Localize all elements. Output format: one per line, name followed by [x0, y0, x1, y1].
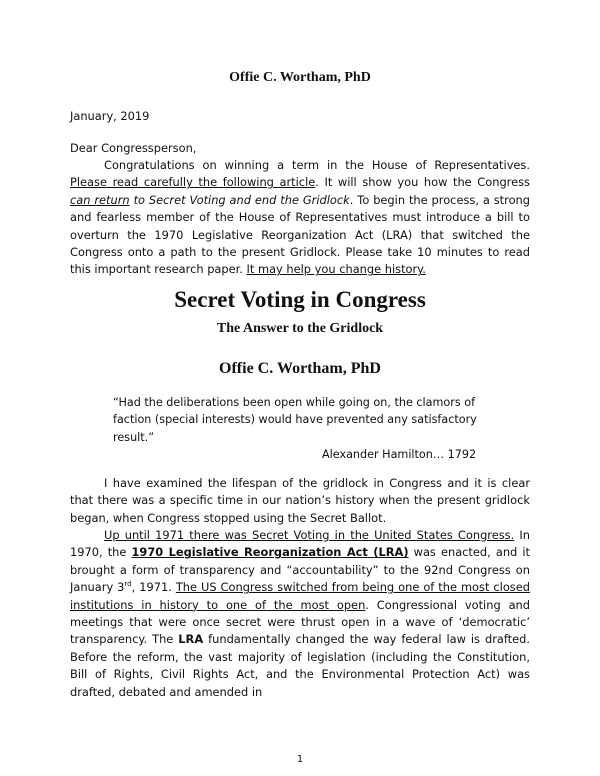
read-article-link: Please read carefully the following article: [70, 175, 316, 190]
letter-author: Offie C. Wortham, PhD: [229, 70, 371, 85]
secret-voting-statement: Up until 1971 there was Secret Voting in the United States Congress.: [104, 528, 515, 542]
article-paragraph-2: [70, 527, 530, 701]
congress-switched-statement: The US Congress switched from being one of the most closed institutions in history to one of the most open: [70, 580, 530, 612]
para2-text-c: , 1971.: [131, 580, 176, 595]
lra-short: LRA: [178, 632, 204, 647]
article-subtitle: The Answer to the Gridlock: [216, 321, 384, 336]
article-author: Offie C. Wortham, PhD: [219, 360, 381, 377]
letter-date: January, 2019: [70, 109, 150, 123]
ordinal-suffix: rd: [124, 580, 132, 589]
intro-text-d: . To begin the process, a strong and fearless member of the House of Representatives must introduce a bill to overturn the 1970 Legislative Reorganization Act (LRA) that switched the Congress onto a path to the present Gridlock. Please take 10 minutes to read this important research paper.: [70, 192, 530, 277]
quote-attribution: Alexander Hamilton… 1792: [322, 448, 477, 461]
article-title: Secret Voting in Congress: [174, 287, 426, 312]
article-paragraph-1: I have examined the lifespan of the gridlock in Congress and it is clear that there was a specific time in our nation’s history when the present gridlock began, when Congress stopped using the Secret Ballot.: [70, 476, 530, 525]
lra-name: 1970 Legislative Reorganization Act (LRA): [131, 545, 409, 560]
intro-text-c: to Secret Voting and end the Gridlock: [129, 192, 350, 207]
can-return-text: can return: [70, 192, 130, 207]
intro-paragraph: [70, 157, 530, 279]
para2-text-a: In 1970, the: [70, 528, 530, 560]
para2-text-e: fundamentally changed the way federal law is drafted. Before the reform, the vast majority of legislation (including the Constitution, Bill of Rights, Civil Rights Act, and the Environmental Protection Act) was drafted, debated and amended in: [70, 632, 530, 699]
change-history-text: It may help you change history.: [246, 262, 426, 277]
hamilton-quote: “Had the deliberations been open while going on, the clamors of faction (special interests) would have prevented any satisfactory result.”: [113, 396, 477, 444]
intro-text-b: . It will show you how the Congress: [315, 175, 530, 190]
salutation: Dear Congressperson,: [70, 141, 197, 155]
para2-text-b: was enacted, and it brought a form of transparency and “accountability” to the 92nd Congress on January 3: [70, 545, 531, 595]
page-number: 1: [296, 754, 304, 765]
intro-text-a: Congratulations on winning a term in the House of Representatives.: [104, 158, 530, 172]
para2-text-d: . Congressional voting and meetings that were once secret were thrust open in a wave of ‘democratic’ transparency. The: [70, 597, 530, 647]
